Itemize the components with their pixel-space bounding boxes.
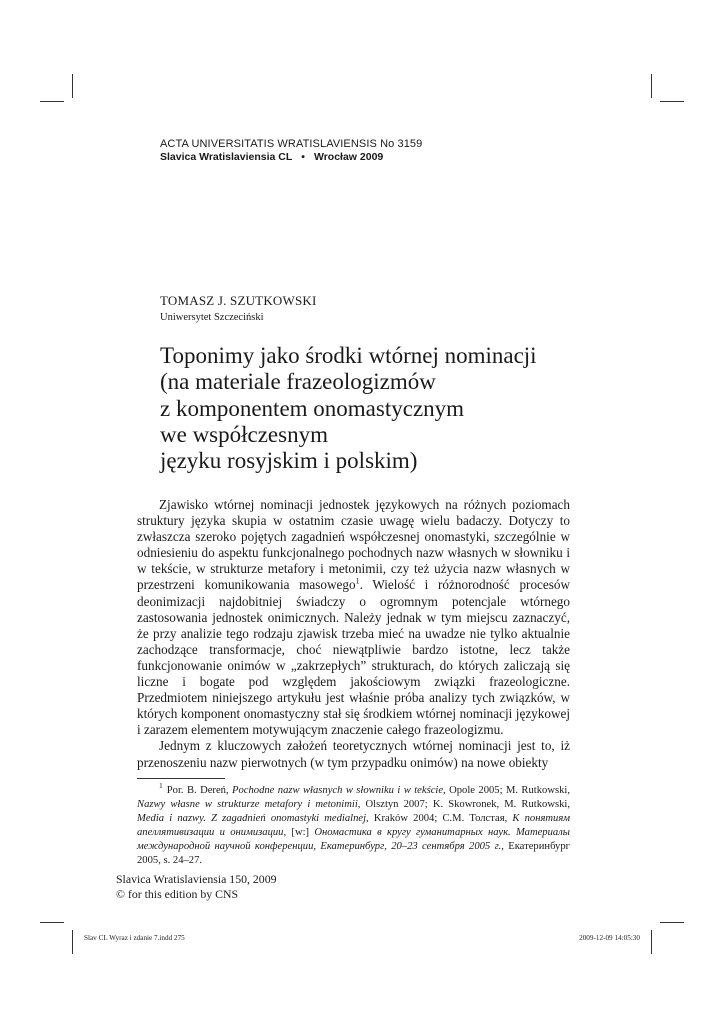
footnote <box>137 781 571 868</box>
footnote-work-title: К понятиям апеллятивизации и онимизации <box>137 813 571 838</box>
footnote-segment: , Kraków 2004; С.М. Толстая, <box>366 813 513 824</box>
footnote-work-title: Pochodne nazw własnych w słowniku i w tekście <box>232 785 444 796</box>
author-name: TOMASZ J. SZUTKOWSKI <box>160 293 317 308</box>
crop-mark <box>660 922 684 923</box>
crop-mark <box>651 930 652 954</box>
series-subtitle <box>160 151 422 163</box>
paragraph <box>137 497 570 738</box>
crop-mark <box>40 922 64 923</box>
copyright-notice: © for this edition by CNS <box>116 886 239 901</box>
footnote-segment: Por. B. Dereń, <box>166 785 233 796</box>
journal-name: Slavica Wratislaviensia CL <box>160 151 293 163</box>
separator: • <box>301 151 305 163</box>
crop-mark <box>72 930 73 954</box>
footnote-text <box>137 781 571 868</box>
footnote-segment: , [w:] <box>283 827 315 838</box>
footnote-segment: , Екатеринбург 2005, s. 24–27. <box>137 841 570 866</box>
crop-mark <box>40 101 64 102</box>
copyright-block <box>116 872 277 901</box>
author-affiliation: Uniwersytet Szczeciński <box>160 312 264 323</box>
footnote-work-title: Media i nazwy. Z zagadnień onomastyki medialnej <box>137 813 367 824</box>
footnote-work-title: Ономастика в кругу гуманитарных наук. Материалы международной научной конференции, Екатеринбург, 20–23 сентября 2005 г. <box>137 827 570 852</box>
title-line: Toponimy jako środki wtórnej nominacji <box>160 343 537 368</box>
title-line: z komponentem onomastycznym <box>160 395 465 421</box>
footnote-segment: , Olsztyn 2007; K. Skowronek, M. Rutkowski, <box>357 799 570 810</box>
title-line: (na materiale frazeologizmów <box>160 369 436 395</box>
article-title <box>160 343 600 474</box>
title-line: we współczesnym <box>160 421 328 447</box>
series-header <box>160 138 422 163</box>
footnote-segment: , Opole 2005; M. Rutkowski, <box>443 785 570 796</box>
author-block <box>160 293 317 323</box>
title-line: języku rosyjskim i polskim) <box>160 448 418 474</box>
paragraph: Jednym z kluczowych założeń teoretycznych wtórnej nominacji jest to, iż przenoszeniu nazw pierwotnych (w tym przypadku onimów) na nowe obiekty <box>137 738 570 770</box>
publication-place-year: Wrocław 2009 <box>313 151 384 163</box>
crop-mark <box>660 101 684 102</box>
footnote-number: 1 <box>159 781 163 791</box>
paragraph-text: Zjawisko wtórnej nominacji jednostek językowych na różnych poziomach struktury języka skupia w ostatnim czasie uwagę wielu badaczy. Dotyczy to zwłaszcza szeroko pojętych zagadnień współczesnej onomastyki, szczególnie w odniesieniu do aspektu funkcjonalnego pochodnych nazw własnych w słowniku i w tekście, w strukturze metafory i metonimii, czy też użycia nazw własnych w przestrzeni komunikowania masowego <box>137 497 570 593</box>
print-slug-timestamp: 2009-12-09 14:05:30 <box>579 934 640 942</box>
footnote-separator <box>137 778 225 779</box>
series-title: ACTA UNIVERSITATIS WRATISLAVIENSIS No 3159 <box>160 138 423 150</box>
crop-mark <box>72 74 73 98</box>
crop-mark <box>651 74 652 98</box>
footnote-reference[interactable]: 1 <box>355 577 360 587</box>
article-body <box>137 497 570 771</box>
footnote-work-title: Nazwy własne w strukturze metafory i metonimii <box>137 799 358 810</box>
journal-issue: Slavica Wratislaviensia 150, 2009 <box>116 872 277 886</box>
paragraph-text: . Wielość i różnorodność procesów deonimizacji najdobitniej świadczy o ogromnym potencjale wtórnego zastosowania jednostek onimicznych. Należy jednak w tym miejscu zaznaczyć, że przy analizie tego rodzaju zjawisk trzeba mieć na uwadze nie tylko aktualnie zachodzące transformacje, choć niewątpliwie bardzo istotne, lecz także funkcjonowanie onimów w „zakrzepłych” strukturach, do których zaliczają się liczne i bogate pod względem jakościowym związki frazeologiczne. Przedmiotem niniejszego artykułu jest właśnie próba analizy tych związków, w których komponent onomastyczny stał się środkiem wtórnej nominacji językowej i zarazem elementem motywującym znaczenie całego frazeologizmu. <box>137 577 571 738</box>
print-slug-file: Slav CL Wyraz i zdanie 7.indd 275 <box>84 934 185 942</box>
